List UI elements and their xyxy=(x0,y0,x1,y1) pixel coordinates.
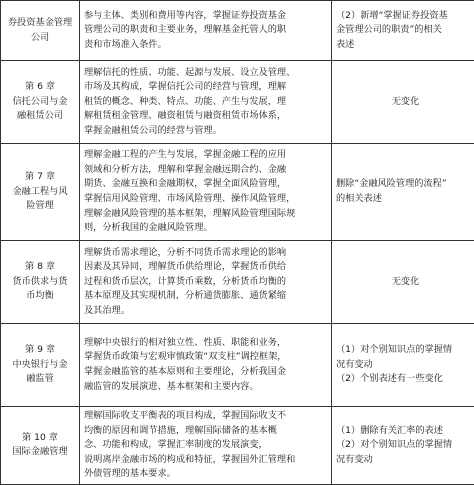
requirement-cell xyxy=(80,324,332,407)
requirement-cell xyxy=(80,241,332,324)
chapter-cell xyxy=(1,241,80,324)
requirement-cell-line: 管理公司的职责和主要业务，理解基金托管人的职 xyxy=(84,23,327,38)
requirement-cell-line: 说明离岸金融市场的构成和特征，掌握国外汇管理和 xyxy=(84,453,327,468)
requirement-cell-line: 理解国际收支平衡表的项目构成，掌握国际收支不 xyxy=(84,409,327,424)
chapter-cell-line: 公司 xyxy=(3,31,77,46)
chapter-cell-line: 券投资基金管理 xyxy=(3,16,77,31)
change-cell xyxy=(332,324,474,407)
requirement-cell-line: 理解金融工程的产生与发展，掌握金融工程的应用 xyxy=(84,148,327,163)
change-cell-line: （2）对个别知识点的掌握情 xyxy=(336,438,474,453)
requirement-cell xyxy=(80,1,332,61)
change-cell-line: 况有变动 xyxy=(336,358,474,373)
requirement-cell-line: 掌握金融监管的基本原则和主要理论，分析我国金 xyxy=(84,365,327,380)
table-row xyxy=(1,61,474,144)
requirement-cell-line: 租赁的概念、种类、特点、功能、产生与发展，理 xyxy=(84,95,327,110)
change-cell-line: （1）删除有关汇率的表述 xyxy=(336,424,474,439)
chapter-cell-line: 中央银行与金 xyxy=(3,358,77,373)
chapter-cell-line: 第 10 章 xyxy=(3,431,77,446)
chapter-cell-line: 金融工程与风 xyxy=(3,185,77,200)
chapter-cell xyxy=(1,61,80,144)
change-cell-line: （1）对个别知识点的掌握情 xyxy=(336,343,474,358)
requirement-cell-line: 念、功能和构成，掌握汇率制度的发展演变， xyxy=(84,438,327,453)
change-cell-line: 金管理公司的职责”的相关 xyxy=(336,23,474,38)
requirement-cell-line: 理解信托的性质、功能、起源与发展、设立及管理、 xyxy=(84,66,327,81)
requirement-cell-line: 理解金融风险管理的基本框架，理解风险管理国际规 xyxy=(84,207,327,222)
requirement-cell-line: 融监管的发展演进、基本框架和主要内容。 xyxy=(84,380,327,395)
change-cell-line: 况有变动 xyxy=(336,453,474,468)
requirement-cell-line: 责和市场准入条件。 xyxy=(84,38,327,53)
table-row xyxy=(1,144,474,241)
requirement-cell-line: 理解货币需求理论，分析不同货币需求理论的影响 xyxy=(84,246,327,261)
chapter-cell-line: 国际金融管理 xyxy=(3,445,77,460)
requirement-cell-line: 及其治理。 xyxy=(84,304,327,319)
requirement-cell-line: 期货、金融互换和金融期权，掌握全面风险管理， xyxy=(84,177,327,192)
change-cell xyxy=(332,144,474,241)
requirement-cell xyxy=(80,61,332,144)
requirement-cell-line: 掌握货币政策与宏观审慎政策“双支柱”调控框架， xyxy=(84,350,327,365)
requirement-cell-line: 均衡的原因和调节措施，理解国际储备的基本概 xyxy=(84,424,327,439)
requirement-cell xyxy=(80,144,332,241)
table-row xyxy=(1,324,474,407)
chapter-cell xyxy=(1,324,80,407)
chapter-cell-line: 货币供求与货 xyxy=(3,275,77,290)
change-cell-line: （2）个别表述有一些变化 xyxy=(336,372,474,387)
change-cell xyxy=(332,1,474,61)
chapter-cell-line: 第 6 章 xyxy=(3,80,77,95)
requirement-cell-line: 掌握金融租赁公司的经营与管理。 xyxy=(84,124,327,139)
requirement-cell-line: 参与主体、类别和费用等内容，掌握证券投资基金 xyxy=(84,9,327,24)
requirement-cell-line: 因素及其异同，理解货币供给理论，掌握货币供给 xyxy=(84,260,327,275)
requirement-cell-line: 领域和分析方法，理解和掌握金融远期合约、金融 xyxy=(84,163,327,178)
requirement-cell-line: 外债管理的基本要求。 xyxy=(84,467,327,482)
table-row xyxy=(1,1,474,61)
requirement-cell-line: 解租赁租金管理、融资租赁与融资租赁市场体系， xyxy=(84,109,327,124)
change-cell-line: 无变化 xyxy=(336,275,474,290)
change-cell-line: 表述 xyxy=(336,38,474,53)
change-cell-line: （2）新增“掌握证券投资基 xyxy=(336,9,474,24)
requirement-cell-line: 过程和货币层次，计算货币乘数，分析货币均衡的 xyxy=(84,275,327,290)
change-cell-line: 的相关表述 xyxy=(336,192,474,207)
change-cell-line: 删除“金融风险管理的流程” xyxy=(336,177,474,192)
chapter-cell-line: 融租赁公司 xyxy=(3,109,77,124)
table-row xyxy=(1,241,474,324)
chapter-cell-line: 第 7 章 xyxy=(3,170,77,185)
chapter-cell-line: 融监管 xyxy=(3,372,77,387)
requirement-cell-line: 基本原理及其实现机制，分析通货膨胀、通货紧缩 xyxy=(84,289,327,304)
chapter-cell-line: 第 8 章 xyxy=(3,260,77,275)
chapter-cell xyxy=(1,1,80,61)
requirement-cell-line: 掌握信用风险管理、市场风险管理、操作风险管理， xyxy=(84,192,327,207)
change-cell xyxy=(332,61,474,144)
chapter-cell-line: 第 9 章 xyxy=(3,343,77,358)
requirement-cell-line: 市场及其构成，掌握信托公司的经营与管理，理解 xyxy=(84,80,327,95)
requirement-cell-line: 则，分析我国的金融风险管理。 xyxy=(84,221,327,236)
chapter-cell-line: 险管理 xyxy=(3,199,77,214)
chapter-cell-line: 信托公司与金 xyxy=(3,95,77,110)
change-cell xyxy=(332,241,474,324)
requirement-cell-line: 理解中央银行的相对独立性、性质、职能和业务， xyxy=(84,336,327,351)
chapter-cell xyxy=(1,144,80,241)
change-cell-line: 无变化 xyxy=(336,95,474,110)
chapter-cell-line: 币均衡 xyxy=(3,289,77,304)
